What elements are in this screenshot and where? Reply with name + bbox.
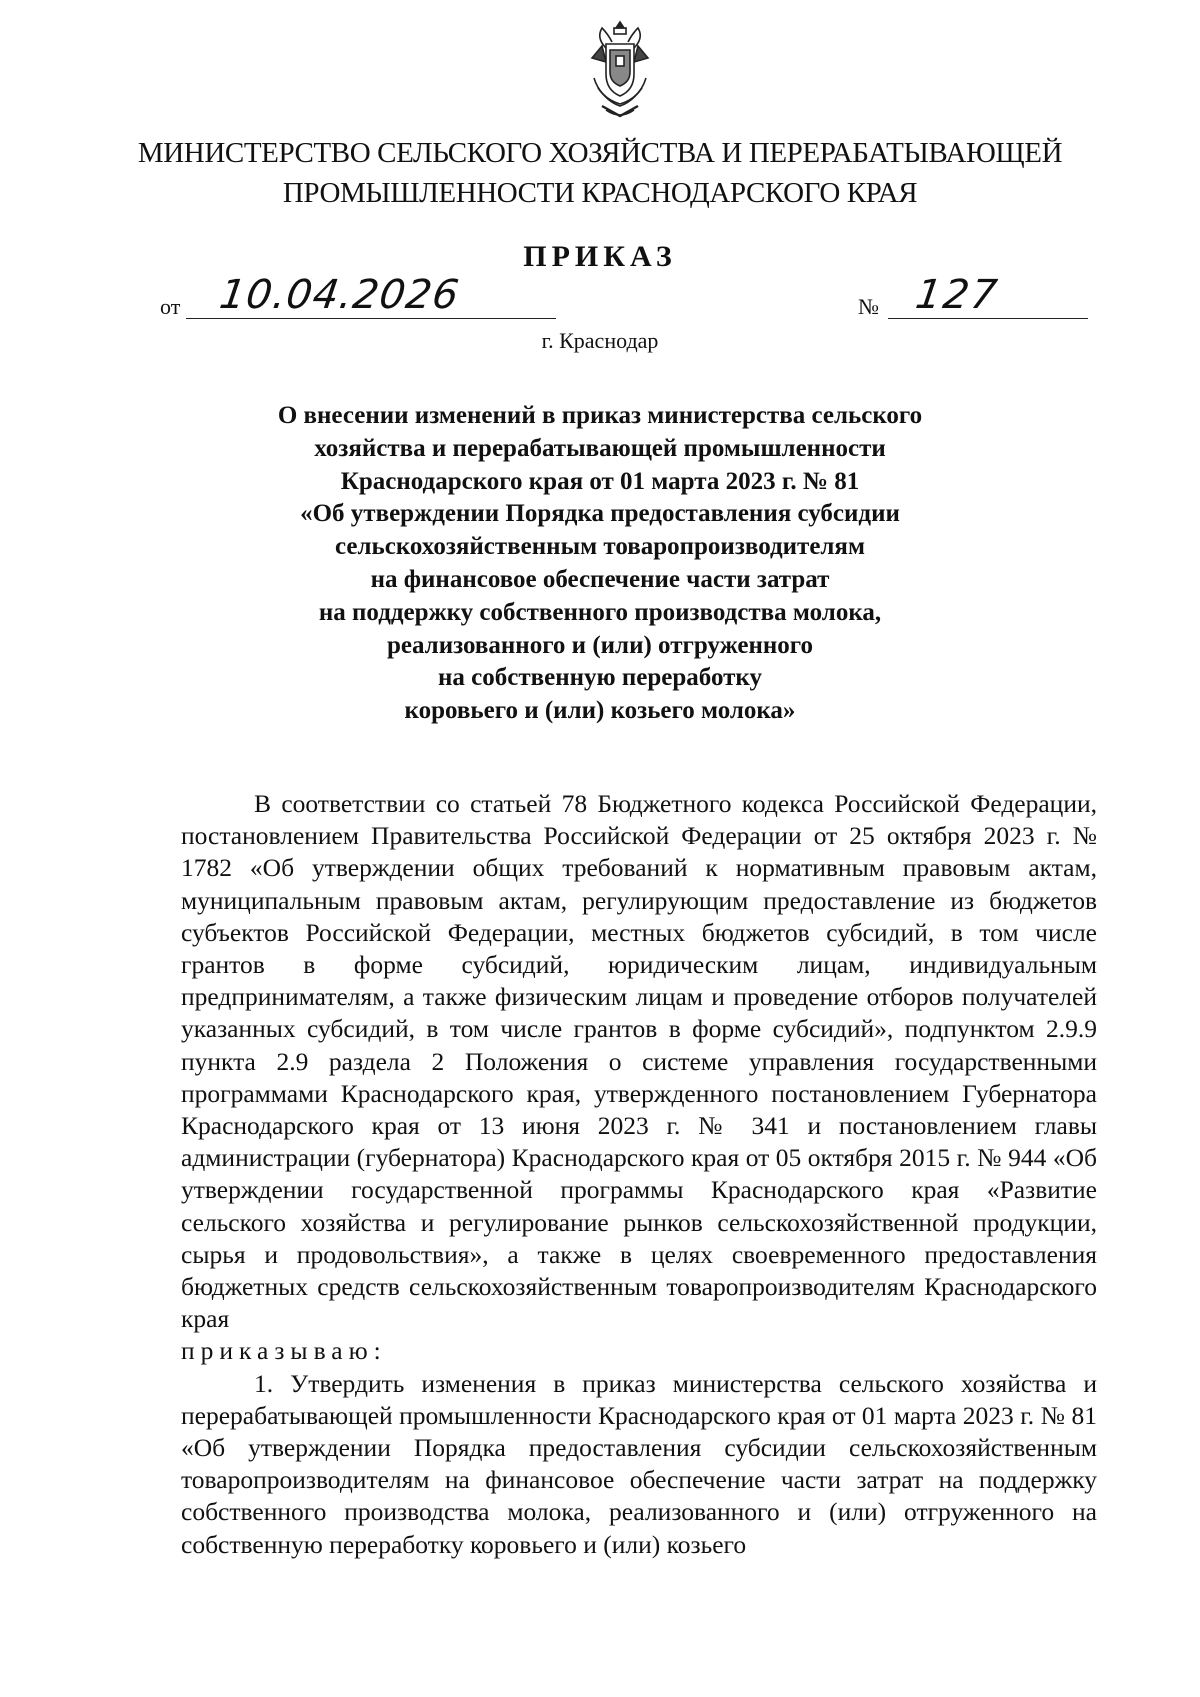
ministry-line-1: МИНИСТЕРСТВО СЕЛЬСКОГО ХОЗЯЙСТВА И ПЕРЕРАБАТЫВАЮЩЕЙ xyxy=(137,137,1063,169)
subject-line: на поддержку собственного производства молока, xyxy=(318,598,882,626)
item-1-paragraph: 1. Утвердить изменения в приказ министерства сельского хозяйства и перерабатывающей промышленности Краснодарского края от 01 марта 2023 г. № 81 «Об утверждении Порядка предоставления субсидии сельскохозяйственным товаропроизводителям на финансовое обеспечение части затрат на поддержку собственного производства молока, реализованного и (или) отгруженного на собственную переработку коровьего и (или) козьего xyxy=(181,1368,1097,1559)
subject-line: на финансовое обеспечение части затрат xyxy=(370,565,830,593)
number-prefix: № xyxy=(858,294,879,319)
coat-of-arms-emblem xyxy=(584,18,656,124)
ministry-line-2: ПРОМЫШЛЕННОСТИ КРАСНОДАРСКОГО КРАЯ xyxy=(282,177,918,209)
preamble-paragraph: В соответствии со статьей 78 Бюджетного кодекса Российской Федерации, постановлением Правительства Российской Федерации от 25 октября 2023 г. № 1782 «Об утверждении общих требований к нормативным правовым актам, муниципальным правовым актам, регулирующим предоставление из бюджетов субъектов Российской Федерации, местных бюджетов субсидий, в том числе грантов в форме субсидий, юридическим лицам, индивидуальным предпринимателям, а также физическим лицам и проведение отборов получателей указанных субсидий, в том числе грантов в форме субсидий», подпунктом 2.9.9 пункта 2.9 раздела 2 Положения о системе управления государственными программами Краснодарского края, утвержденного постановлением Губернатора Краснодарского края от 13 июня 2023 г. № 341 и постановлением главы администрации (губернатора) Краснодарского края от 05 октября 2015 г. № 944 «Об утверждении государственной программы Краснодарского края «Развитие сельского хозяйства и регулирование рынков сельскохозяйственной продукции, сырья и продовольствия», а также в целях своевременного предоставления бюджетных средств сельскохозяйственным товаропроизводителям Краснодарского края xyxy=(181,789,1097,1334)
subject-line: «Об утверждении Порядка предоставления субсидии xyxy=(300,500,900,528)
order-number-field xyxy=(858,272,1088,322)
number-underline xyxy=(888,318,1088,319)
subject-line: реализованного и (или) отгруженного xyxy=(386,631,814,659)
subject-line: на собственную переработку xyxy=(438,664,762,692)
document-type-title: ПРИКАЗ xyxy=(523,240,677,273)
order-body xyxy=(181,788,1097,1561)
subject-line: хозяйства и перерабатывающей промышленности xyxy=(314,434,886,462)
subject-line: О внесении изменений в приказ министерства сельского xyxy=(277,402,923,429)
order-date-field xyxy=(160,272,463,322)
order-subject xyxy=(250,400,950,728)
subject-line: сельскохозяйственным товаропроизводителям xyxy=(334,533,865,561)
city-name: г. Краснодар xyxy=(541,328,659,353)
date-handwritten: 10.04.2026 xyxy=(216,272,463,318)
order-word: приказываю: xyxy=(181,1336,387,1366)
subject-line: Краснодарского края от 01 марта 2023 г. № 81 xyxy=(340,467,860,495)
subject-line: коровьего и (или) козьего молока» xyxy=(404,697,796,725)
date-underline xyxy=(186,318,556,319)
date-prefix: от xyxy=(160,294,181,319)
number-handwritten: 127 xyxy=(912,272,1002,318)
ministry-name xyxy=(100,133,1100,213)
